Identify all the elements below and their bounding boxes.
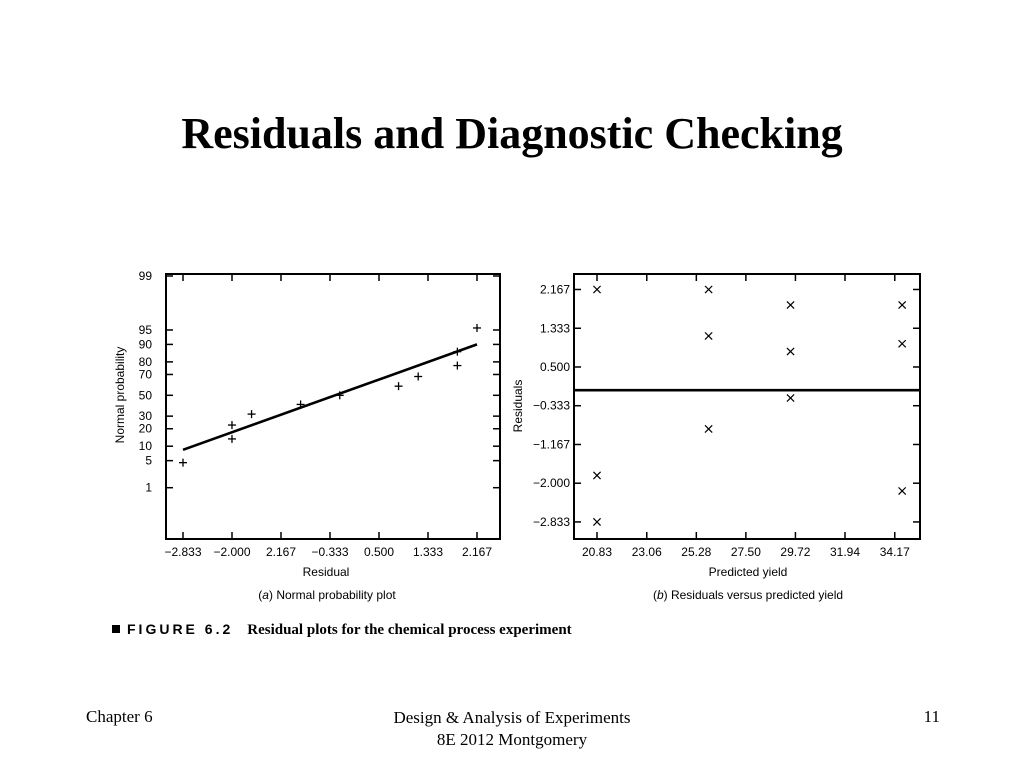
plot-b-point <box>593 518 600 525</box>
figure-caption-text: Residual plots for the chemical process experiment <box>247 622 572 638</box>
plot-a-x-tick-label: 0.500 <box>363 545 395 559</box>
plot-b-x-tick-label: 34.17 <box>879 545 910 559</box>
plot-a-y-tick-label: 1 <box>145 480 152 495</box>
plot-b-x-ticks <box>582 274 910 559</box>
plot-b-point <box>899 301 906 308</box>
plot-a-point <box>473 324 481 332</box>
plot-a-point <box>179 459 187 467</box>
plot-a-x-tick-label: 2.167 <box>265 545 297 559</box>
plot-b-x-tick-label: 23.06 <box>631 545 662 559</box>
plot-a-y-tick-label: 99 <box>138 269 152 283</box>
plot-a-caption-text: Normal probability plot <box>276 588 396 602</box>
plot-a-x-axis-label: Residual <box>302 565 350 579</box>
plot-a-x-ticks <box>164 274 492 559</box>
figure-label: FIGURE 6.2 <box>127 621 234 637</box>
plot-b-x-tick-label: 29.72 <box>780 545 811 559</box>
plot-a-points <box>179 324 481 467</box>
plot-b-y-tick-label: 0.500 <box>539 359 570 374</box>
caption-bullet-square <box>112 625 120 633</box>
plot-b-y-axis-label: Residuals <box>511 379 525 433</box>
plot-b-x-tick-label: 31.94 <box>829 545 861 559</box>
plot-b-caption: (b) Residuals versus predicted yield <box>652 588 844 602</box>
plot-b-x-tick-label: 25.28 <box>681 545 712 559</box>
footer-chapter: Chapter 6 <box>86 707 153 726</box>
plot-b-x-axis-label: Predicted yield <box>708 565 788 579</box>
plot-b-y-tick-label: −1.167 <box>532 437 570 452</box>
plot-a-y-tick-label: 95 <box>138 322 152 337</box>
plot-b-point <box>899 340 906 347</box>
plot-a-y-axis-label: Normal probability <box>113 346 127 444</box>
plot-a-caption-letter: a <box>262 588 269 602</box>
plot-a-fit-line-group <box>183 344 477 449</box>
plot-b-y-tick-label: −2.833 <box>532 514 570 529</box>
plot-a-y-ticks <box>139 269 500 495</box>
plot-a-y-tick-label: 70 <box>138 367 152 382</box>
plot-b-frame <box>574 274 920 539</box>
plot-a-y-tick-label: 90 <box>138 337 152 352</box>
plot-a-point <box>395 382 403 390</box>
plot-b-point <box>787 394 794 401</box>
plot-b-y-tick-label: 1.333 <box>539 321 570 336</box>
slide-title: Residuals and Diagnostic Checking <box>181 109 843 158</box>
plot-a-x-tick-label: −0.333 <box>311 545 349 559</box>
plot-b-point <box>787 348 794 355</box>
footer-page-number: 11 <box>923 707 940 726</box>
figure-caption <box>112 621 572 639</box>
plot-b-y-ticks <box>533 282 920 528</box>
footer-course-line2: 8E 2012 Montgomery <box>436 730 588 749</box>
plot-b-point <box>787 301 794 308</box>
footer-course-line1: Design & Analysis of Experiments <box>393 708 631 727</box>
plot-b-caption-letter: b <box>656 588 664 602</box>
plot-a-y-tick-label: 80 <box>138 354 152 369</box>
plot-a-y-tick-label: 5 <box>145 453 152 468</box>
plot-b-points <box>593 286 905 526</box>
plot-a-point <box>228 435 236 443</box>
plot-b-point <box>705 425 712 432</box>
footer-course <box>312 707 712 751</box>
plot-b-point <box>705 286 712 293</box>
plot-a-point <box>228 421 236 429</box>
plot-a-x-tick-label: −2.000 <box>213 545 251 559</box>
plot-b-y-tick-label: 2.167 <box>539 282 570 297</box>
plot-a-fit-line <box>183 344 477 449</box>
plot-a-y-tick-label: 10 <box>138 439 152 454</box>
plot-b-y-tick-label: −2.000 <box>532 476 570 491</box>
plot-a-y-tick-label: 30 <box>138 409 152 424</box>
plot-b-x-tick-label: 20.83 <box>581 545 613 559</box>
plot-a-y-tick-label: 50 <box>138 388 152 403</box>
plot-a-x-tick-label: −2.833 <box>164 545 202 559</box>
plot-a-x-tick-label: 1.333 <box>412 545 444 559</box>
plot-b-x-tick-label: 27.50 <box>730 545 761 559</box>
plot-a-frame <box>166 274 500 539</box>
plot-a-point <box>453 362 461 370</box>
plot-a-point <box>248 410 256 418</box>
plot-b-y-tick-label: −0.333 <box>532 398 570 413</box>
plot-a-x-tick-label: 2.167 <box>461 545 493 559</box>
plot-a-point <box>414 373 422 381</box>
plot-b-caption-text: Residuals versus predicted yield <box>670 588 844 602</box>
plot-b-point <box>705 332 712 339</box>
plot-a-y-tick-label: 20 <box>138 421 152 436</box>
plot-b-point <box>593 286 600 293</box>
plot-b-point <box>899 487 906 494</box>
plot-a-caption: (a) Normal probability plot <box>258 588 396 602</box>
plot-b-point <box>593 472 600 479</box>
plot-a-point <box>453 348 461 356</box>
